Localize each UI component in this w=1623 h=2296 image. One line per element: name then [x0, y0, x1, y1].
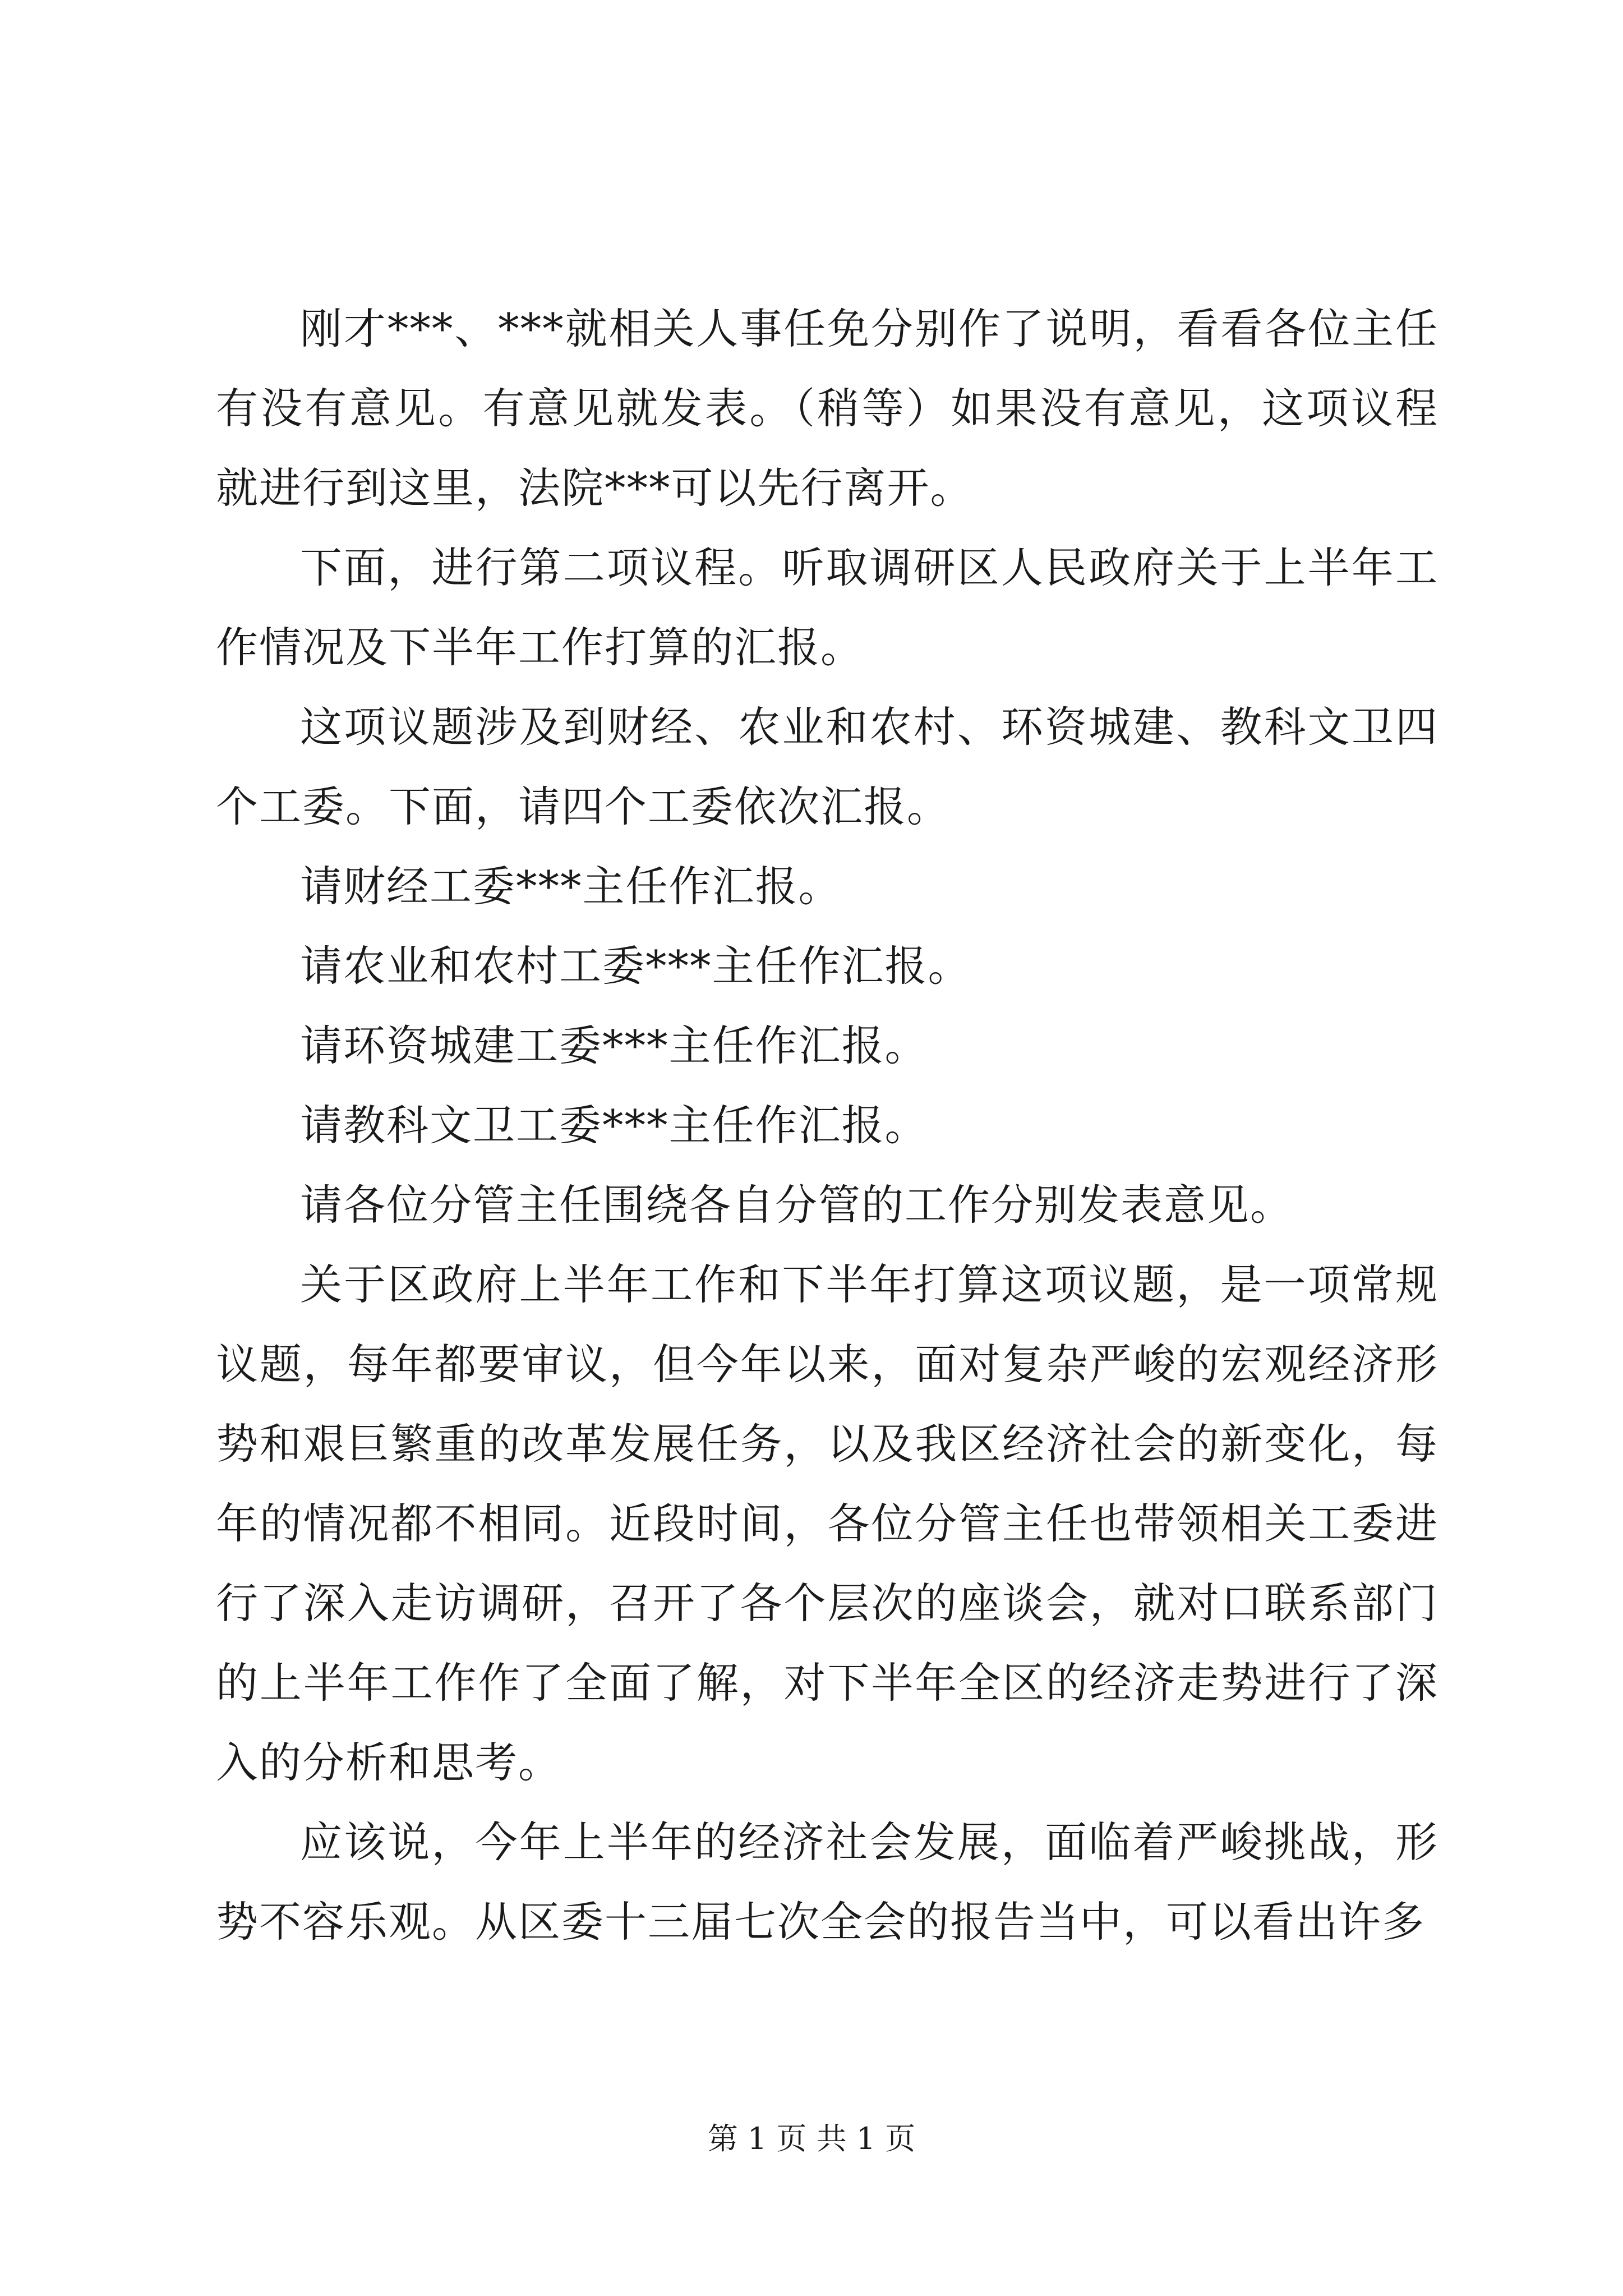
paragraph: 应该说，今年上半年的经济社会发展，面临着严峻挑战，形势不容乐观。从区委十三届七次全会的报告当中，可以看出许多 [216, 1818, 1438, 1947]
paragraph: 刚才***、***就相关人事任免分别作了说明，看看各位主任有没有意见。有意见就发表。（稍等）如果没有意见，这项议程就进行到这里，法院***可以先行离开。 [216, 304, 1438, 513]
paragraph: 关于区政府上半年工作和下半年打算这项议题，是一项常规议题，每年都要审议，但今年以来，面对复杂严峻的宏观经济形势和艰巨繁重的改革发展任务，以及我区经济社会的新变化，每年的情况都不相同。近段时间，各位分管主任也带领相关工委进行了深入走访调研，召开了各个层次的座谈会，就对口联系部门的上半年工作作了全面了解，对下半年全区的经济走势进行了深入的分析和思考。 [216, 1260, 1438, 1787]
paragraph: 请各位分管主任围绕各自分管的工作分别发表意见。 [300, 1180, 1294, 1230]
paragraph: 请环资城建工委***主任作汇报。 [300, 1021, 928, 1070]
paragraph: 请财经工委***主任作汇报。 [300, 862, 842, 911]
paragraph: 这项议题涉及到财经、农业和农村、环资城建、教科文卫四个工委。下面，请四个工委依次汇报。 [216, 702, 1438, 831]
paragraph: 请教科文卫工委***主任作汇报。 [300, 1101, 928, 1150]
paragraph: 请农业和农村工委***主任作汇报。 [300, 941, 971, 991]
document-body [216, 289, 1438, 1962]
page-footer: 第 1 页 共 1 页 [707, 2121, 916, 2156]
paragraph: 下面，进行第二项议程。听取调研区人民政府关于上半年工作情况及下半年工作打算的汇报。 [216, 543, 1438, 672]
